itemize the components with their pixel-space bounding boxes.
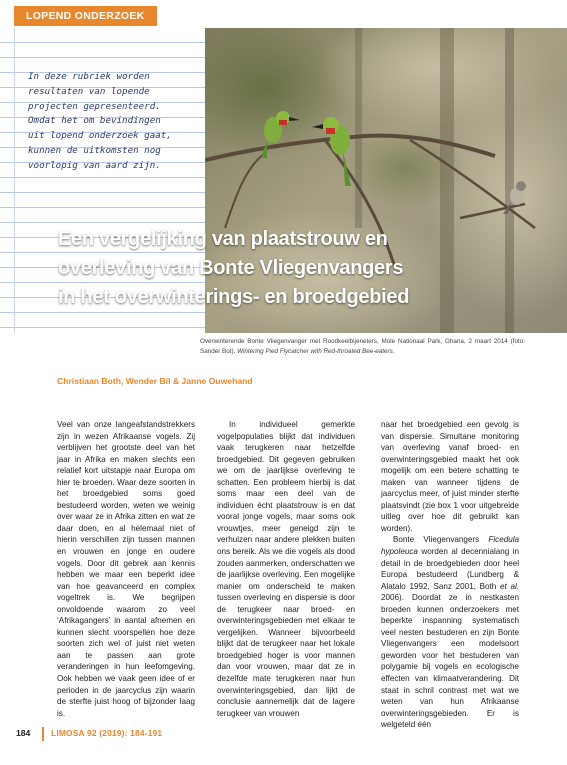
body-column-2 [217, 419, 355, 719]
notebook-margin-line [14, 28, 15, 333]
body-column-3 [381, 419, 519, 731]
note-line: resultaten van lopende [28, 85, 150, 97]
caption-text: Overwinterende Bonte Vliegenvanger met Roodkeelbijeneters, Mole Nationaal Park, Ghana, 2 maart 2014 (foto: Sander Bot). [200, 338, 525, 355]
note-line: projecten gepresenteerd. [28, 100, 161, 112]
rubric-intro-note [28, 70, 198, 174]
section-label: LOPEND ONDERZOEK [14, 6, 157, 26]
note-line: In deze rubriek worden [28, 71, 150, 82]
footer-divider [42, 727, 44, 741]
paragraph: naar het broedgebied een gevolg is van dispersie. Simultane monitoring van overleving vanaf broed- en overwinteringsgebied maakt het ook mogelijk om een betere schatting te maken van wanneer tijdens de jaarcyclus meer, of juist minder sterfte plaatsvindt (zie box 1 voor uitgebreide uitleg over hoe dit gebruikt kan worden). [381, 420, 519, 533]
title-line: Een vergelijking van plaatstrouw en [58, 228, 388, 250]
species-name: Ficedula hypoleuca [381, 535, 519, 557]
text-run: Bonte Vliegenvangers [393, 535, 489, 545]
note-line: uit lopend onderzoek gaat, [28, 130, 172, 142]
text-run: worden al decennialang in detail in de broedgebieden door heel Europa bestudeerd (Lundberg & Alatalo 1992, Sanz 2001, Both [381, 547, 519, 591]
note-line: Omdat het om bevindingen [28, 115, 161, 127]
page-number: 184 [16, 728, 31, 738]
title-line: overleving van Bonte Vliegenvangers [58, 257, 404, 279]
et-al: et al. [499, 581, 519, 591]
title-line: in het overwinterings- en broedgebied [58, 286, 410, 308]
authors: Christiaan Both, Wender Bil & Janne Ouwehand [57, 376, 253, 386]
note-line: kunnen de uitkomsten nog [28, 144, 161, 156]
article-title [58, 225, 508, 312]
photo-caption [200, 337, 525, 356]
paragraph [381, 534, 519, 730]
paragraph: Veel van onze langeafstandstrekkers zijn in wezen Afrikaanse vogels. Zij verblijven het grootste deel van het jaar in Afrika en maken slechts een relatief kort uitstapje naar Europa om hier te broeden. Waar deze soorten in het broedgebied soms goed bestudeerd worden, weten we weinig over waar ze in Afrika zitten en wat ze daar doen, en al helemaal niet of hierin verschillen zijn tussen mannen en vrouwen en jonge en oudere vogels. Door dit gebrek aan kennis hebben we maar een beperkt idee van hoe geavanceerd en complex vogeltrek is. We begrijpen onvoldoende waarom zo veel ‘Afrikagangers’ in aantal afnemen en kunnen slecht voorspellen hoe deze soorten zich wel of juist niet weten aan te passen aan grote veranderingen in hun leefomgeving. Ook hebben we vaak geen idee of er perioden in de jaarcyclus zijn waarin de sterfte juist hoog of bijzonder laag is. [57, 420, 195, 718]
note-line: voorlopig van aard zijn. [28, 159, 161, 171]
paragraph: In individueel gemerkte vogelpopulaties blijkt dat individuen vaak terugkeren naar hetzelfde broedgebied. Dit gegeven gebruiken we om de jaarlijkse overleving te schatten. Een probleem hierbij is dat soms maar een deel van de individuen écht plaatstrouw is en dat vooral jonge vogels, maar soms ook vrouwtjes, meer geneigd zijn te verhuizen naar andere plekken buiten ons bereik. Als we die vogels als dood zouden aanmerken, onderschatten we de jaarlijkse overleving. Een mogelijke manier om onderscheid te maken tussen overleving en dispersie is door de terugkeer naar broed- en overwinteringsgebieden met elkaar te vergelijken. Wanneer bijvoorbeeld blijkt dat de terugkeer naar het lokale broedgebied hoger is voor mannen dan voor vrouwen, maar dat ze in dezelfde mate terugkeren naar hun overwinteringsgebied, dan lijkt de conclusie aannemelijk dat de lagere terugkeer van vrouwen [217, 420, 355, 718]
text-run: 2006). Doordat ze in nestkasten broeden kunnen onderzoekers met beperkte inspanning systematisch veel nesten bestuderen en zijn Bonte Vliegenvangers een modelsoort geworden voor het bestuderen van polygamie bij vogels en ecologische effecten van klimaatverandering. Dit staat in schril contrast met wat we weten van hun Afrikaanse overwinteringsgebieden. Er is welgeteld één [381, 593, 519, 730]
caption-english: Wintering Pied Flycatcher with Red-throated Bee-eaters. [237, 347, 395, 355]
body-column-1 [57, 419, 195, 719]
journal-reference: LIMOSA 92 (2019): 184-191 [51, 728, 163, 738]
